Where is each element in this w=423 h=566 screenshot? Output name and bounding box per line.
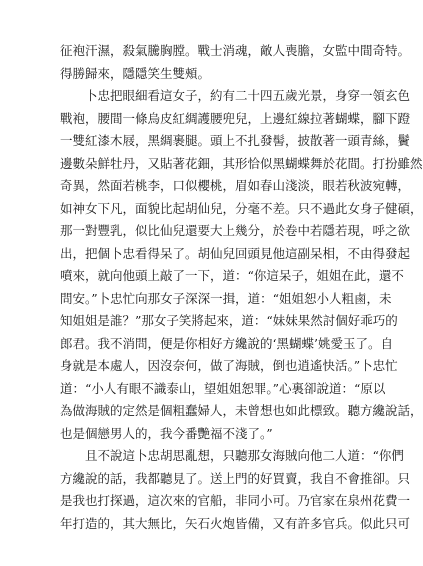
- text-line: 道：“小人有眼不識泰山，望姐姐恕罪。”心裏卻說道：“原以: [60, 380, 386, 396]
- text-line: 為做海賊的定然是個粗蠢婦人，未曾想也如此標致。聽方纔說話，: [60, 403, 423, 418]
- text-line: 奇異，然面若桃李，口似櫻桃，眉如春山淺淡，眼若秋波宛轉，: [60, 178, 411, 193]
- text-line: 邊數朵鮮牡丹，又貼著花鈿，其形恰似黑蝴蝶舞於花間。打扮雖然: [60, 155, 423, 171]
- body-text: [60, 40, 423, 535]
- text-line: 是我也打探過，這次來的官船，非同小可。乃官家在泉州花費一: [60, 493, 411, 508]
- text-line: 也是個戀男人的，我今番艷福不淺了。”: [60, 425, 273, 441]
- text-line: 戰袍，腰間一條烏皮紅綢護腰兜兒，上邊紅線拉著蝴蝶，腳下蹬: [60, 110, 411, 126]
- text-line: 得勝歸來，隱隱笑生雙頰。: [60, 65, 211, 81]
- text-line: 郎君。我不消問，便是你相好方纔說的‘黑蝴蝶’姚愛玉了。自: [60, 335, 393, 351]
- text-line: 卜忠把眼細看這女子，約有二十四五歲光景，身穿一領玄色: [60, 88, 411, 103]
- text-line: 那一對豐乳，似比仙兒還要大上幾分，於卷中若隱若現，呼之欲: [60, 223, 411, 238]
- text-line: 一雙紅漆木屐，黑綢裹腿。頭上不扎發髻，披散著一頭青絲，鬢: [60, 133, 411, 148]
- text-line: 方纔說的話，我都聽見了。送上門的好買賣，我自不會推卻。只: [60, 470, 411, 486]
- text-line: 問安。”卜忠忙向那女子深深一揖，道：“姐姐恕小人粗鹵，未: [60, 290, 392, 306]
- text-line: 知姐姐是誰？”那女子笑將起來，道：“妹妹果然討個好乖巧的: [60, 313, 398, 328]
- text-line: 且不說這卜忠胡思亂想，只聽那女海賊向他二人道：“你們: [60, 448, 404, 463]
- text-line: 年打造的，其大無比，矢石火炮皆備，又有許多官兵。似此只可: [60, 515, 411, 531]
- text-line: 出，把個卜忠看得呆了。胡仙兒回頭見他這副呆相，不由得發起: [60, 245, 411, 261]
- text-line: 身就是本處人，因沒奈何，做了海賊，倒也逍遙快活。”卜忠忙: [60, 358, 398, 373]
- text-line: 噴來，就向他頭上敲了一下，道：“你這呆子，姐姐在此，還不: [60, 268, 404, 283]
- text-line: 如神女下凡，面貌比起胡仙兒，分毫不差。只不過此女身子健碩，: [60, 200, 423, 216]
- text-line: 征袍汗濕，殺氣騰胸膛。戰士消魂，敵人喪膽，女監中間奇特。: [60, 43, 411, 58]
